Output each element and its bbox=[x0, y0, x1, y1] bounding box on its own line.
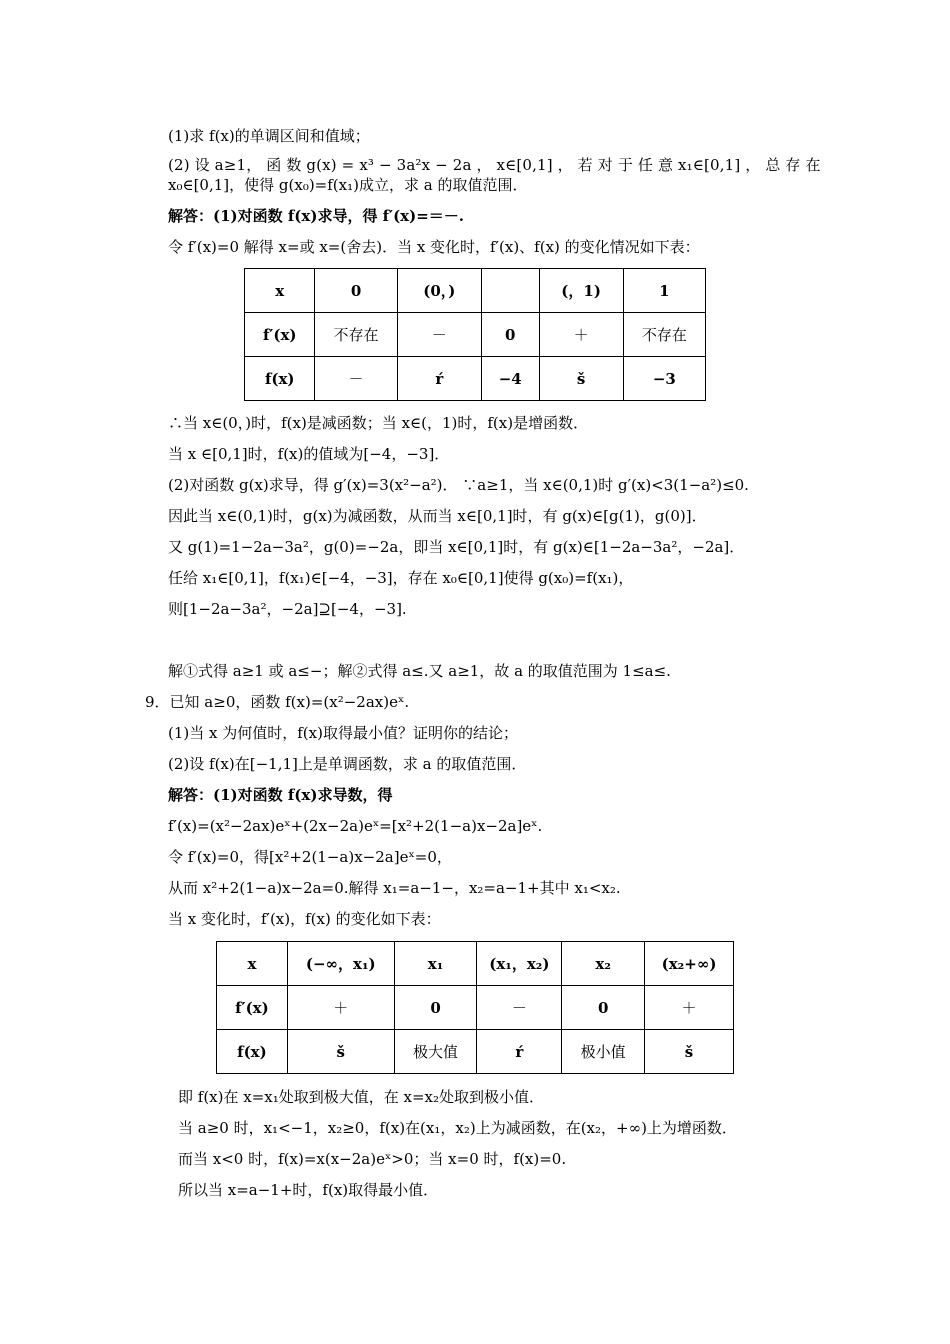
variation-table-1 bbox=[244, 268, 706, 401]
text-line: 解答：(1)对函数 f(x)求导数，得 bbox=[168, 786, 393, 804]
text-line: (2)设 f(x)在[−1,1]上是单调函数，求 a 的取值范围． bbox=[168, 755, 527, 773]
table-cell: f′(x) bbox=[217, 986, 288, 1030]
text-line: 解答：(1)对函数 f(x)求导，得 f′(x)=＝－. bbox=[168, 207, 465, 225]
text-line: 当 x 变化时，f′(x)，f(x) 的变化如下表： bbox=[168, 910, 441, 928]
table-cell: š bbox=[539, 357, 623, 401]
table-cell: š bbox=[645, 1030, 734, 1074]
table-cell: 0 bbox=[562, 986, 645, 1030]
table-cell: 0 bbox=[315, 269, 397, 313]
table-cell: −3 bbox=[623, 357, 705, 401]
table-cell: ＋ bbox=[645, 986, 734, 1030]
table-cell: 不存在 bbox=[315, 313, 397, 357]
table-cell: x₁ bbox=[394, 942, 477, 986]
text-line: 令 f′(x)=0，得[x²+2(1−a)x−2a]eˣ=0， bbox=[168, 848, 452, 866]
text-line: 令 f′(x)=0 解得 x=或 x=(舍去)．当 x 变化时，f′(x)、f(x) 的变化情况如下表： bbox=[168, 238, 700, 256]
table-cell: x₂ bbox=[562, 942, 645, 986]
text-line: 从而 x²+2(1−a)x−2a=0.解得 x₁=a−1−，x₂=a−1+其中 x₁<x₂. bbox=[168, 879, 621, 897]
text-line: 当 a≥0 时，x₁<−1，x₂≥0，f(x)在(x₁，x₂)上为减函数，在(x₂，+∞)上为增函数． bbox=[178, 1119, 737, 1137]
table-cell: 不存在 bbox=[623, 313, 705, 357]
table-cell: (x₂+∞) bbox=[645, 942, 734, 986]
table-cell: ŕ bbox=[397, 357, 481, 401]
text-line: f′(x)=(x²−2ax)eˣ+(2x−2a)eˣ=[x²+2(1−a)x−2a]eˣ. bbox=[168, 817, 543, 835]
table-cell: － bbox=[397, 313, 481, 357]
table-cell: f(x) bbox=[217, 1030, 288, 1074]
table-cell bbox=[481, 269, 539, 313]
table-cell: −4 bbox=[481, 357, 539, 401]
table-cell: － bbox=[315, 357, 397, 401]
table-cell: 0 bbox=[394, 986, 477, 1030]
text-line: 任给 x₁∈[0,1]，f(x₁)∈[−4，−3]，存在 x₀∈[0,1]使得 g(x₀)=f(x₁)， bbox=[168, 569, 634, 587]
text-line: 即 f(x)在 x=x₁处取到极大值，在 x=x₂处取到极小值． bbox=[178, 1088, 545, 1106]
text-line: (2)对函数 g(x)求导，得 g′(x)=3(x²−a²)． ∵a≥1，当 x∈(0,1)时 g′(x)<3(1−a²)≤0. bbox=[168, 476, 749, 494]
text-line: 因此当 x∈(0,1)时，g(x)为减函数，从而当 x∈[0,1]时，有 g(x)∈[g(1)，g(0)]． bbox=[168, 507, 707, 525]
table-cell: ＋ bbox=[539, 313, 623, 357]
table-cell: (−∞，x₁) bbox=[287, 942, 394, 986]
text-line: 所以当 x=a−1+时，f(x)取得最小值． bbox=[178, 1181, 439, 1199]
text-line: x₀∈[0,1]，使得 g(x₀)=f(x₁)成立，求 a 的取值范围． bbox=[168, 176, 528, 194]
table-cell: f(x) bbox=[245, 357, 315, 401]
text-line: 而当 x<0 时，f(x)=x(x−2a)eˣ>0；当 x=0 时，f(x)=0. bbox=[178, 1150, 567, 1168]
table-cell: 0 bbox=[481, 313, 539, 357]
text-line: 则[1−2a−3a²，−2a]⊇[−4，−3]. bbox=[168, 600, 407, 618]
table-cell: ＋ bbox=[287, 986, 394, 1030]
table-cell: (0，) bbox=[397, 269, 481, 313]
text-line: 又 g(1)=1−2a−3a²，g(0)=−2a，即当 x∈[0,1]时，有 g(x)∈[1−2a−3a²，−2a]． bbox=[168, 538, 745, 556]
variation-table-2 bbox=[216, 941, 734, 1074]
table-cell: 极大值 bbox=[394, 1030, 477, 1074]
text-line: ∴当 x∈(0，)时，f(x)是减函数；当 x∈(，1)时，f(x)是增函数． bbox=[168, 414, 589, 432]
text-line: (1)求 f(x)的单调区间和值域； bbox=[168, 127, 370, 145]
table-cell: (，1) bbox=[539, 269, 623, 313]
text-line: (1)当 x 为何值时，f(x)取得最小值？证明你的结论； bbox=[168, 724, 518, 742]
text-line: 解①式得 a≥1 或 a≤−；解②式得 a≤.又 a≥1，故 a 的取值范围为 1≤a≤. bbox=[168, 662, 671, 680]
table-cell: ŕ bbox=[477, 1030, 562, 1074]
text-line: (2) 设 a≥1， 函 数 g(x) = x³ − 3a²x − 2a ， x∈[0,1] ， 若 对 于 任 意 x₁∈[0,1] ， 总 存 在 bbox=[168, 156, 821, 174]
table-cell: 1 bbox=[623, 269, 705, 313]
table-cell: š bbox=[287, 1030, 394, 1074]
table-cell: － bbox=[477, 986, 562, 1030]
table-cell: f′(x) bbox=[245, 313, 315, 357]
table-cell: (x₁，x₂) bbox=[477, 942, 562, 986]
text-line: 当 x ∈[0,1]时，f(x)的值域为[−4，−3]． bbox=[168, 445, 450, 463]
table-cell: 极小值 bbox=[562, 1030, 645, 1074]
problem-9-statement: 9．已知 a≥0，函数 f(x)=(x²−2ax)eˣ. bbox=[145, 693, 410, 711]
table-cell: x bbox=[245, 269, 315, 313]
table-cell: x bbox=[217, 942, 288, 986]
